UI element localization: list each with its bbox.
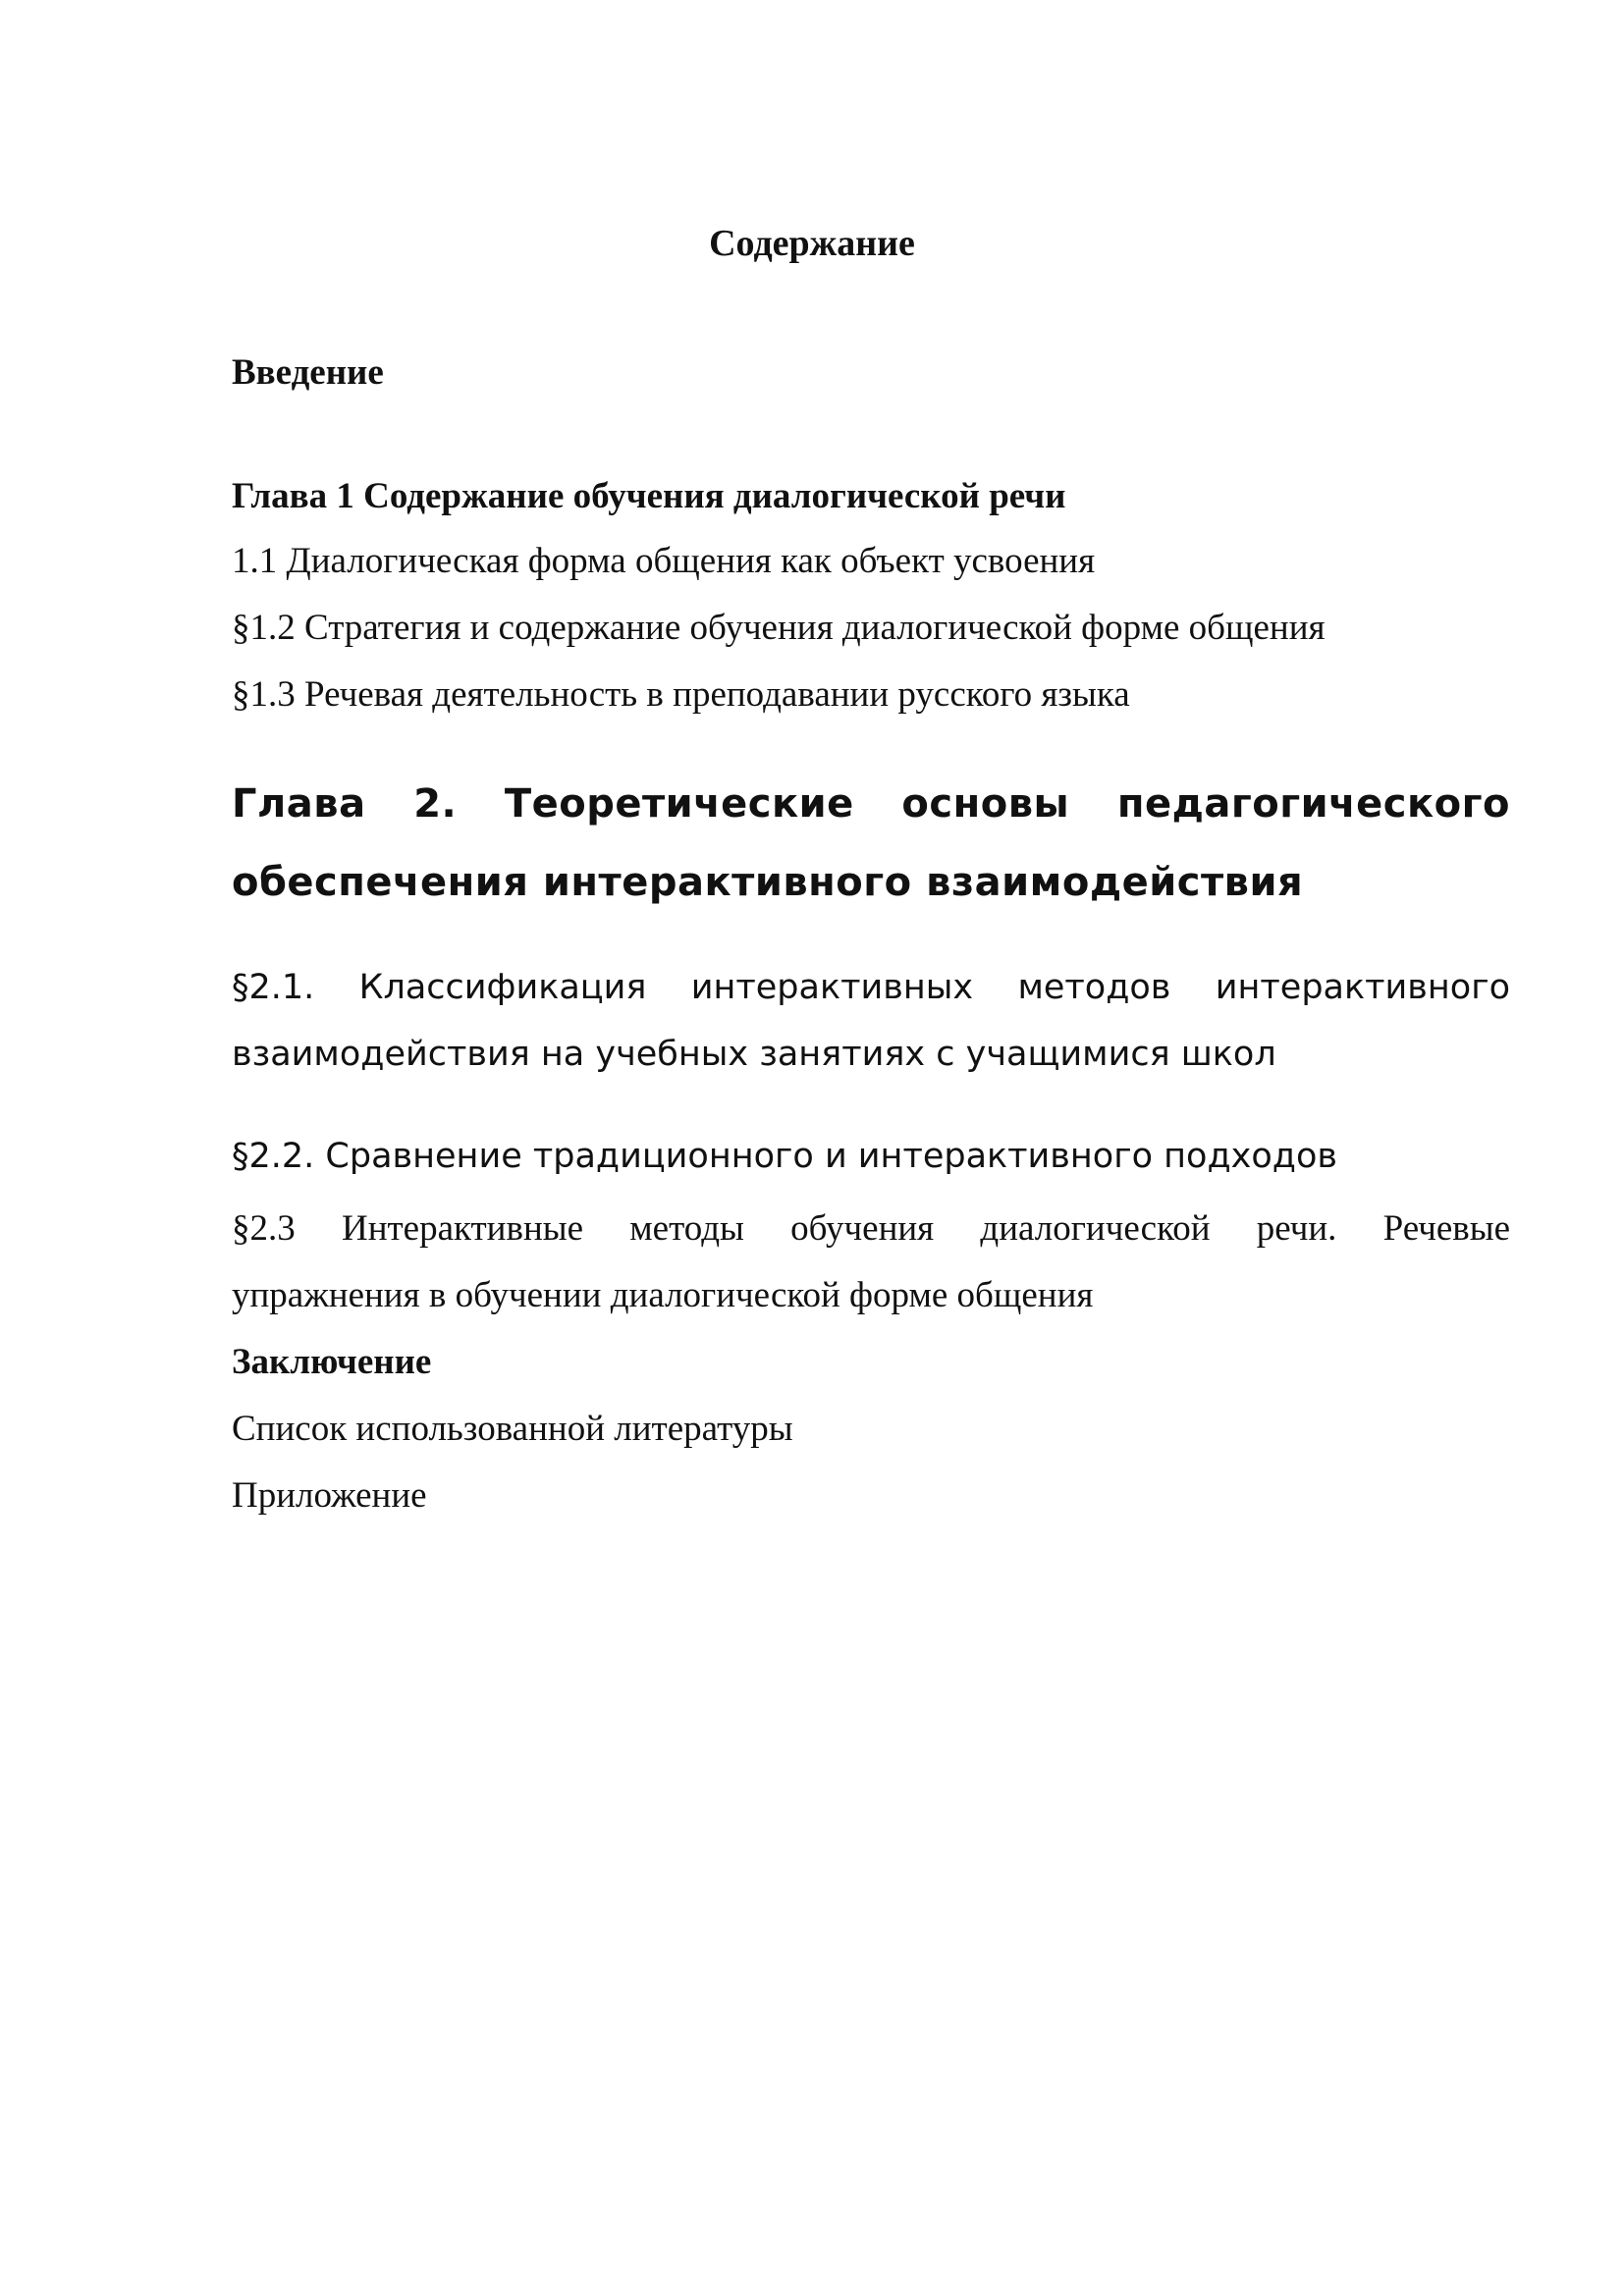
toc-introduction: Введение [232,352,384,393]
toc-chapter2-heading-line2: обеспечения интерактивного взаимодействия [232,860,1304,905]
toc-section-2-1-line1: §2.1. Классификация интерактивных методов интерактивного [232,968,1510,1007]
toc-title: Содержание [709,223,915,264]
toc-chapter1-heading: Глава 1 Содержание обучения диалогической речи [232,476,1066,516]
toc-chapter2-heading-line1: Глава 2. Теоретические основы педагогического [232,781,1510,827]
toc-section-1-3: §1.3 Речевая деятельность в преподавании русского языка [232,674,1130,715]
toc-appendix: Приложение [232,1475,427,1516]
toc-section-1-2: §1.2 Стратегия и содержание обучения диалогической форме общения [232,608,1326,648]
toc-section-2-2: §2.2. Сравнение традиционного и интерактивного подходов [232,1137,1338,1176]
toc-section-2-3-line2: упражнения в обучении диалогической форме общения [232,1275,1094,1315]
toc-references: Список использованной литературы [232,1409,793,1449]
toc-section-1-1: 1.1 Диалогическая форма общения как объект усвоения [232,541,1096,581]
toc-section-2-1-line2: взаимодействия на учебных занятиях с учащимися школ [232,1035,1276,1074]
toc-section-2-3-line1: §2.3 Интерактивные методы обучения диалогической речи. Речевые [232,1208,1510,1249]
toc-conclusion: Заключение [232,1342,432,1382]
